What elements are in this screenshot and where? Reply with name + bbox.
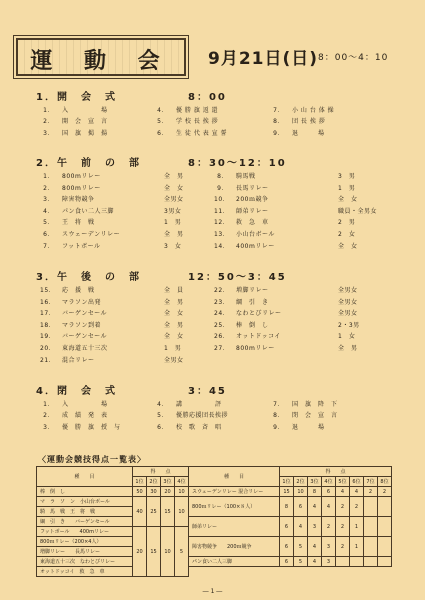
table-event: 綱 引 き バーゲンセール	[37, 517, 133, 527]
place-header: 4位	[322, 477, 336, 487]
table-event: パン食い二人三脚	[189, 557, 280, 567]
program-item	[270, 105, 334, 114]
program-item	[40, 410, 108, 419]
item-number: 3．	[43, 196, 54, 204]
table-event: マ ラ ソ ン 小山台ボール	[37, 497, 133, 507]
item-label: 小山台ボール	[236, 231, 275, 238]
program-item	[270, 410, 338, 419]
item-label: 混合リレー	[62, 356, 95, 364]
section-time: 12：50～3：45	[188, 272, 287, 283]
item-label: 退 場	[292, 129, 325, 137]
table-points: 4	[308, 497, 322, 517]
item-class: 3 男	[338, 173, 356, 180]
program-item	[40, 194, 184, 204]
table-event: 増脚リレー 長馬リレー	[37, 547, 133, 557]
item-number: 7．	[273, 401, 284, 408]
table-points: 3	[322, 557, 336, 567]
program-item	[214, 308, 358, 318]
item-class: 全男女	[164, 356, 184, 364]
points-table	[36, 466, 392, 577]
item-label: 退 場	[292, 423, 325, 431]
item-label: 800mリレー	[62, 184, 101, 192]
item-label: 救 急 車	[236, 219, 269, 227]
item-label: マラソン到着	[62, 321, 102, 329]
program-item	[214, 331, 356, 341]
table-header-event: 種 目	[189, 467, 280, 487]
program-item	[214, 206, 378, 215]
item-class: 全男女	[338, 287, 358, 294]
item-number: 25．	[214, 321, 230, 329]
section-time: 3：45	[188, 386, 227, 397]
item-class: 全 男	[164, 321, 184, 329]
item-number: 7．	[273, 107, 284, 114]
item-class: 全 女	[164, 310, 184, 318]
table-points: 10	[161, 527, 175, 577]
item-label: 800mリレー	[62, 173, 101, 180]
item-number: 8．	[217, 173, 228, 180]
table-points: 3	[322, 537, 336, 557]
table-points: 10	[294, 487, 308, 497]
table-points: 25	[147, 497, 161, 527]
item-class: 2・3男	[338, 321, 360, 329]
table-points: 2	[336, 537, 350, 557]
program-item	[40, 217, 182, 227]
item-number: 11．	[214, 207, 230, 215]
program-item	[214, 229, 356, 238]
table-points: 30	[147, 487, 161, 497]
program-item	[40, 422, 121, 431]
item-number: 10．	[214, 196, 230, 204]
item-label: マラソン出発	[62, 298, 102, 306]
item-number: 7．	[43, 242, 54, 250]
item-class: 全 女	[164, 184, 184, 192]
program-item	[40, 320, 184, 329]
table-points: 4	[336, 487, 350, 497]
table-points	[364, 517, 378, 537]
table-points: 5	[294, 557, 308, 567]
item-number: 6．	[157, 423, 168, 431]
program-item	[214, 183, 356, 192]
item-label: フットボール	[62, 242, 101, 250]
item-class: 全男女	[338, 310, 358, 318]
table-points: 50	[133, 487, 147, 497]
item-number: 3．	[43, 129, 54, 137]
table-points: 40	[133, 497, 147, 527]
table-event: スウェーデンリレー 混合リレー	[189, 487, 280, 497]
item-label: 開 会 宣 言	[62, 118, 108, 126]
section-label: 2．午 前 の 部	[36, 158, 141, 169]
table-points: 5	[175, 527, 189, 577]
title-frame	[16, 38, 186, 76]
item-number: 21．	[40, 356, 56, 364]
item-class: 職員・全男女	[338, 207, 378, 215]
table-points: 4	[308, 557, 322, 567]
item-class: 全 男	[164, 231, 184, 238]
table-points	[336, 557, 350, 567]
item-class: 2 男	[338, 219, 356, 227]
item-label: 200ｍ競争	[236, 196, 269, 204]
program-item	[214, 343, 358, 352]
program-item	[40, 343, 182, 352]
item-label: 閉 会 宣 言	[292, 412, 338, 420]
place-header: 6位	[350, 477, 364, 487]
program-item	[40, 297, 184, 306]
item-class: 全 員	[164, 287, 184, 294]
table-points	[364, 537, 378, 557]
table-points: 2	[378, 487, 392, 497]
table-event: オットドッコイ 救 急 車	[37, 567, 133, 577]
item-class: 全 女	[338, 196, 358, 204]
event-date: 9月21日(日)	[208, 49, 319, 69]
program-item	[40, 116, 108, 125]
item-label: 学 校 長 挨 拶	[176, 118, 219, 126]
table-header-points: 得 点	[133, 467, 189, 477]
item-label: 応 援 戦	[62, 287, 95, 294]
place-header: 3位	[308, 477, 322, 487]
table-points: 6	[280, 537, 294, 557]
item-number: 5．	[157, 118, 168, 126]
table-points: 10	[175, 497, 189, 527]
item-label: 障害物競争	[62, 196, 95, 204]
program-item	[40, 171, 184, 180]
item-label: 800mリレー	[236, 345, 275, 352]
table-points: 2	[350, 497, 364, 517]
table-event: 棒 倒 し	[37, 487, 133, 497]
table-row	[37, 517, 392, 527]
item-number: 3．	[43, 423, 54, 431]
table-points: 10	[175, 487, 189, 497]
table-points: 6	[280, 517, 294, 537]
item-label: 校 歌 斉 唱	[176, 423, 222, 431]
item-number: 16．	[40, 298, 56, 306]
item-class: 1 男	[164, 345, 182, 352]
table-points: 5	[294, 537, 308, 557]
item-number: 19．	[40, 333, 56, 341]
program-item	[214, 320, 360, 329]
page-number: ― 1 ―	[202, 588, 223, 595]
table-points: 4	[294, 517, 308, 537]
item-label: 入 場	[62, 401, 108, 408]
item-label: 王 将 戦	[62, 219, 95, 227]
item-number: 1．	[43, 107, 54, 114]
item-label: 綱 引 き	[236, 298, 269, 306]
table-title: 〈運動会競技得点一覧表〉	[38, 455, 146, 464]
table-row	[37, 497, 392, 507]
table-points: 1	[350, 537, 364, 557]
table-points: 4	[308, 537, 322, 557]
item-class: 全男女	[338, 298, 358, 306]
section-label: 3．午 後 の 部	[36, 272, 141, 283]
program-item	[40, 229, 184, 238]
item-label: 講 評	[176, 401, 222, 408]
table-row	[37, 537, 392, 547]
program-item	[154, 399, 222, 408]
section-label: 1．開 会 式	[36, 92, 117, 103]
program-item	[214, 241, 358, 250]
item-number: 15．	[40, 287, 56, 294]
item-class: 3男女	[164, 207, 182, 215]
table-points	[364, 497, 378, 517]
table-event: 東海道五十三次 なわとびリレー	[37, 557, 133, 567]
table-points: 20	[133, 527, 147, 577]
table-points	[378, 517, 392, 537]
table-points: 2	[364, 487, 378, 497]
program-item	[40, 399, 108, 408]
item-label: 優 勝 旗 授 与	[62, 423, 121, 431]
table-points: 6	[322, 487, 336, 497]
item-label: 団 長 挨 拶	[292, 118, 326, 126]
item-number: 2．	[43, 412, 54, 420]
program-item	[214, 171, 356, 180]
place-header: 1位	[280, 477, 294, 487]
table-row	[37, 557, 392, 567]
item-label: 長馬リレー	[236, 184, 269, 192]
item-label: 棒 倒 し	[236, 321, 269, 329]
table-row	[37, 487, 392, 497]
item-label: なわとびリレー	[236, 310, 282, 318]
table-event: フットボール 400mリレー	[37, 527, 133, 537]
place-header: 1位	[133, 477, 147, 487]
table-points: 4	[322, 497, 336, 517]
item-class: 1 男	[338, 184, 356, 192]
item-number: 17．	[40, 310, 56, 318]
table-points	[378, 497, 392, 517]
item-class: 全 男	[338, 345, 358, 352]
program-item	[154, 410, 228, 419]
table-event: 800ｍリレー（100×８人）	[189, 497, 280, 517]
table-points: 1	[350, 517, 364, 537]
table-points: 6	[280, 557, 294, 567]
program-item	[270, 128, 325, 137]
item-class: 全 女	[338, 242, 358, 250]
item-label: 優勝応援団長挨拶	[176, 412, 229, 420]
item-number: 9．	[273, 423, 284, 431]
program-item	[40, 183, 184, 192]
place-header: 2位	[294, 477, 308, 487]
item-label: 東海道五十三次	[62, 345, 108, 352]
table-points: 8	[308, 487, 322, 497]
item-number: 27．	[214, 345, 230, 352]
item-label: 師弟リレー	[236, 207, 269, 215]
item-number: 9．	[273, 129, 284, 137]
item-number: 24．	[214, 310, 230, 318]
item-label: 生 徒 代 表 宣 誓	[176, 129, 228, 137]
table-points: 2	[336, 497, 350, 517]
item-number: 22．	[214, 287, 230, 294]
item-label: 増脚リレー	[236, 287, 269, 294]
item-label: スウェーデンリレー	[62, 231, 121, 238]
item-number: 8．	[273, 118, 284, 126]
item-number: 2．	[43, 118, 54, 126]
program-item	[214, 194, 358, 204]
item-number: 5．	[43, 219, 54, 227]
item-number: 20．	[40, 345, 56, 352]
item-number: 12．	[214, 219, 230, 227]
item-number: 4．	[157, 401, 168, 408]
item-number: 14．	[214, 242, 230, 250]
table-points	[364, 557, 378, 567]
table-points: 15	[147, 527, 161, 577]
item-label: バーゲンセール	[62, 333, 108, 341]
program-item	[270, 422, 325, 431]
item-number: 4．	[43, 207, 54, 215]
item-number: 1．	[43, 173, 54, 180]
table-header-event: 種 目	[37, 467, 133, 487]
item-number: 9．	[217, 184, 228, 192]
item-label: 優 勝 旗 返 還	[176, 107, 219, 114]
item-label: オットドッコイ	[236, 333, 281, 341]
item-class: 2 女	[338, 231, 356, 238]
item-number: 8．	[273, 412, 284, 420]
program-item	[214, 285, 358, 294]
place-header: 7位	[364, 477, 378, 487]
item-class: 1 女	[338, 333, 356, 341]
item-label: バーゲンセール	[62, 310, 108, 318]
item-class: 全 男	[164, 298, 184, 306]
program-item	[40, 241, 182, 250]
section-time: 8：00	[188, 92, 227, 103]
item-number: 26．	[214, 333, 230, 341]
table-event: 騎 馬 戦 王 将 戦	[37, 507, 133, 517]
item-label: パン食い二人三脚	[62, 207, 115, 215]
place-header: 5位	[336, 477, 350, 487]
program-item	[40, 355, 184, 364]
item-label: 騎馬戦	[236, 173, 256, 180]
program-item	[40, 308, 184, 318]
table-points: 20	[161, 487, 175, 497]
item-label: 成 績 発 表	[62, 412, 108, 420]
item-number: 6．	[43, 231, 54, 238]
program-item	[40, 105, 108, 114]
item-label: 400mリレー	[236, 242, 275, 250]
program-item	[214, 217, 356, 227]
item-label: 国 旗 降 下	[292, 401, 338, 408]
page-title: 運 動 会	[30, 48, 172, 74]
table-header-points: 得 点	[280, 467, 392, 477]
item-label: 入 場	[62, 107, 108, 114]
item-number: 18．	[40, 321, 56, 329]
item-number: 2．	[43, 184, 54, 192]
program-item	[40, 331, 184, 341]
table-row	[37, 567, 392, 577]
table-event: 障害物競争 200ｍ競争	[189, 537, 280, 557]
table-points: 2	[322, 517, 336, 537]
table-points: 15	[161, 497, 175, 527]
item-class: 全男女	[164, 196, 184, 204]
item-label: 小 山 台 体 操	[292, 107, 335, 114]
section-label: 4．閉 会 式	[36, 386, 117, 397]
program-item	[40, 285, 184, 294]
table-points	[378, 537, 392, 557]
item-label: 国 旗 掲 揚	[62, 129, 108, 137]
program-item	[270, 399, 338, 408]
place-header: 4位	[175, 477, 189, 487]
place-header: 8位	[378, 477, 392, 487]
table-points: 3	[308, 517, 322, 537]
table-points: 2	[336, 517, 350, 537]
program-item	[40, 128, 108, 137]
item-number: 5．	[157, 412, 168, 420]
program-item	[270, 116, 325, 125]
place-header: 3位	[161, 477, 175, 487]
item-class: 1 男	[164, 219, 182, 227]
item-number: 13．	[214, 231, 230, 238]
program-item	[154, 422, 222, 431]
table-points: 6	[294, 497, 308, 517]
program-item	[154, 116, 218, 125]
table-points	[378, 557, 392, 567]
table-points: 4	[350, 487, 364, 497]
item-number: 6．	[157, 129, 168, 137]
item-number: 4．	[157, 107, 168, 114]
table-points: 15	[280, 487, 294, 497]
table-points	[350, 557, 364, 567]
item-class: 3 女	[164, 242, 182, 250]
program-item	[154, 128, 227, 137]
table-event: 師弟リレー	[189, 517, 280, 537]
program-item	[214, 297, 358, 306]
table-points: 8	[280, 497, 294, 517]
program-item	[40, 206, 182, 215]
item-number: 23．	[214, 298, 230, 306]
item-number: 1．	[43, 401, 54, 408]
program-item	[154, 105, 218, 114]
item-class: 全 男	[164, 173, 184, 180]
section-time: 8：30～12：10	[188, 158, 287, 169]
table-event: 800ｍリレー（200×4人）	[37, 537, 133, 547]
item-class: 全 女	[164, 333, 184, 341]
event-time: 8：00～4：10	[318, 53, 389, 63]
place-header: 2位	[147, 477, 161, 487]
